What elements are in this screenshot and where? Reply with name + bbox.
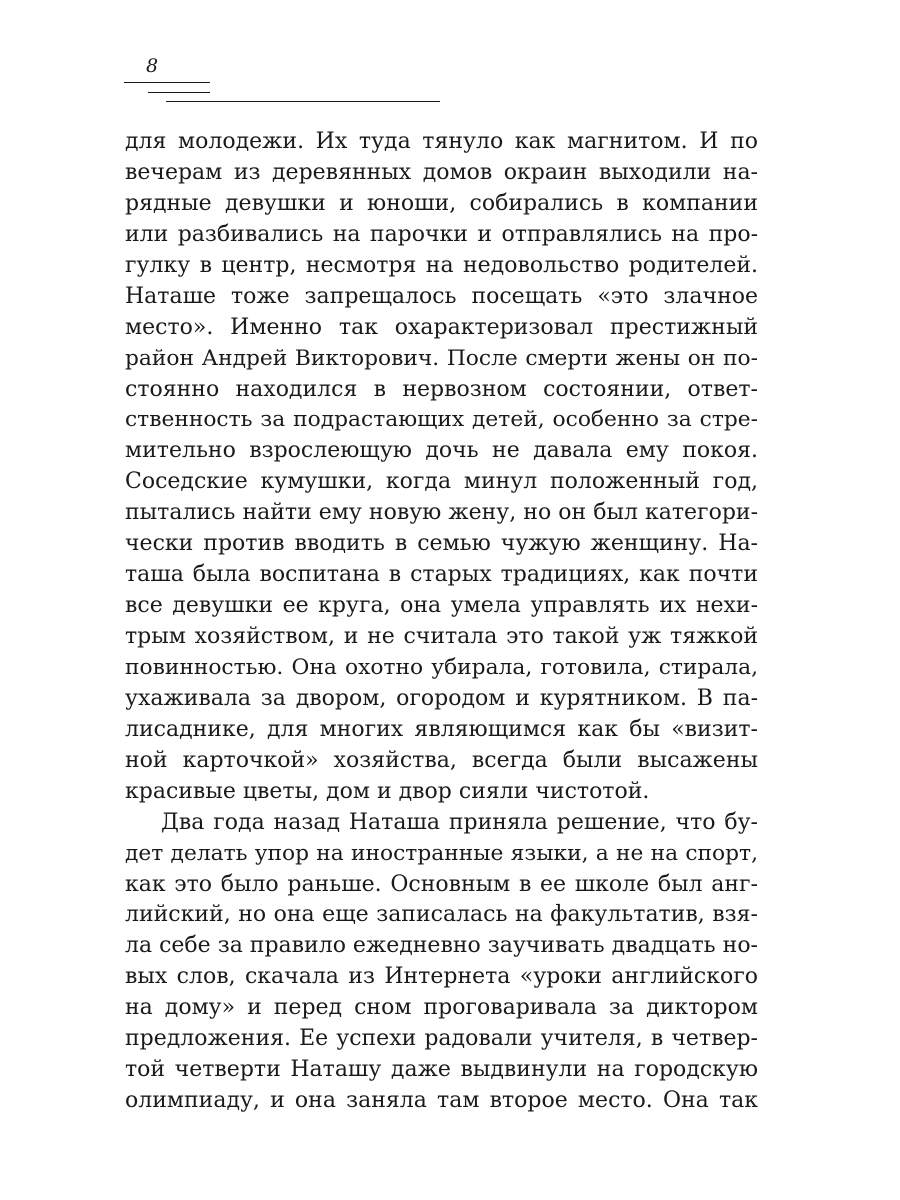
paragraph: [125, 808, 758, 1117]
text-line: предложения. Ее успехи радовали учителя, в четвер-: [125, 1026, 758, 1052]
text-line: красивые цветы, дом и двор сияли чистотой.: [125, 778, 650, 804]
text-line: лийский, но она еще записалась на факультатив, взя-: [125, 902, 758, 928]
text-line: Соседские кумушки, когда минул положенный год,: [125, 469, 758, 495]
header-rule-top: [124, 82, 210, 83]
text-line: для молодежи. Их туда тянуло как магнитом. И по: [125, 129, 758, 154]
text-line: как это было раньше. Основным в ее школе был анг-: [125, 871, 758, 897]
text-line: Наташе тоже запрещалось посещать «это злачное: [125, 283, 758, 309]
text-line: или разбивались на парочки и отправлялись на про-: [125, 221, 758, 247]
text-line: мительно взрослеющую дочь не давала ему покоя.: [125, 438, 758, 464]
text-line: стоянно находился в нервозном состоянии, ответ-: [125, 376, 758, 402]
text-line: чески против вводить в семью чужую женщину. На-: [125, 531, 758, 557]
text-line: Два года назад Наташа приняла решение, что бу-: [161, 809, 758, 835]
text-line: вечерам из деревянных домов окраин выходили на-: [125, 159, 758, 185]
paragraph: [125, 127, 758, 808]
text-line: рядные девушки и юноши, собирались в компании: [125, 190, 758, 216]
body-text: [125, 127, 758, 1117]
text-line: олимпиаду, и она заняла там второе место. Она так: [125, 1088, 758, 1114]
text-line: гулку в центр, несмотря на недовольство родителей.: [125, 252, 758, 278]
header-rule-middle: [148, 92, 210, 93]
text-line: дет делать упор на иностранные языки, а не на спорт,: [125, 840, 758, 866]
page-number: 8: [146, 55, 159, 77]
text-line: все девушки ее круга, она умела управлять их нехи-: [125, 593, 758, 619]
text-line: на дому» и перед сном проговаривала за диктором: [125, 995, 758, 1021]
text-line: той четверти Наташу даже выдвинули на городскую: [125, 1057, 758, 1083]
text-line: повинностью. Она охотно убирала, готовила, стирала,: [125, 654, 758, 680]
text-line: ной карточкой» хозяйства, всегда были высажены: [125, 747, 758, 773]
text-line: таша была воспитана в старых традициях, как почти: [125, 562, 758, 588]
text-line: лисаднике, для многих являющимся как бы «визит-: [125, 716, 758, 742]
text-line: трым хозяйством, и не считала это такой уж тяжкой: [125, 624, 758, 649]
header-rule-bottom: [166, 101, 440, 102]
text-line: ственность за подрастающих детей, особенно за стре-: [125, 407, 758, 433]
text-line: ухаживала за двором, огородом и курятником. В па-: [125, 685, 758, 711]
text-line: ла себе за правило ежедневно заучивать двадцать но-: [125, 933, 758, 959]
text-line: место». Именно так охарактеризовал престижный: [125, 314, 758, 340]
text-line: пытались найти ему новую жену, но он был категори-: [125, 500, 758, 526]
text-line: район Андрей Викторович. После смерти жены он по-: [125, 345, 758, 371]
text-line: вых слов, скачала из Интернета «уроки английского: [125, 964, 758, 990]
